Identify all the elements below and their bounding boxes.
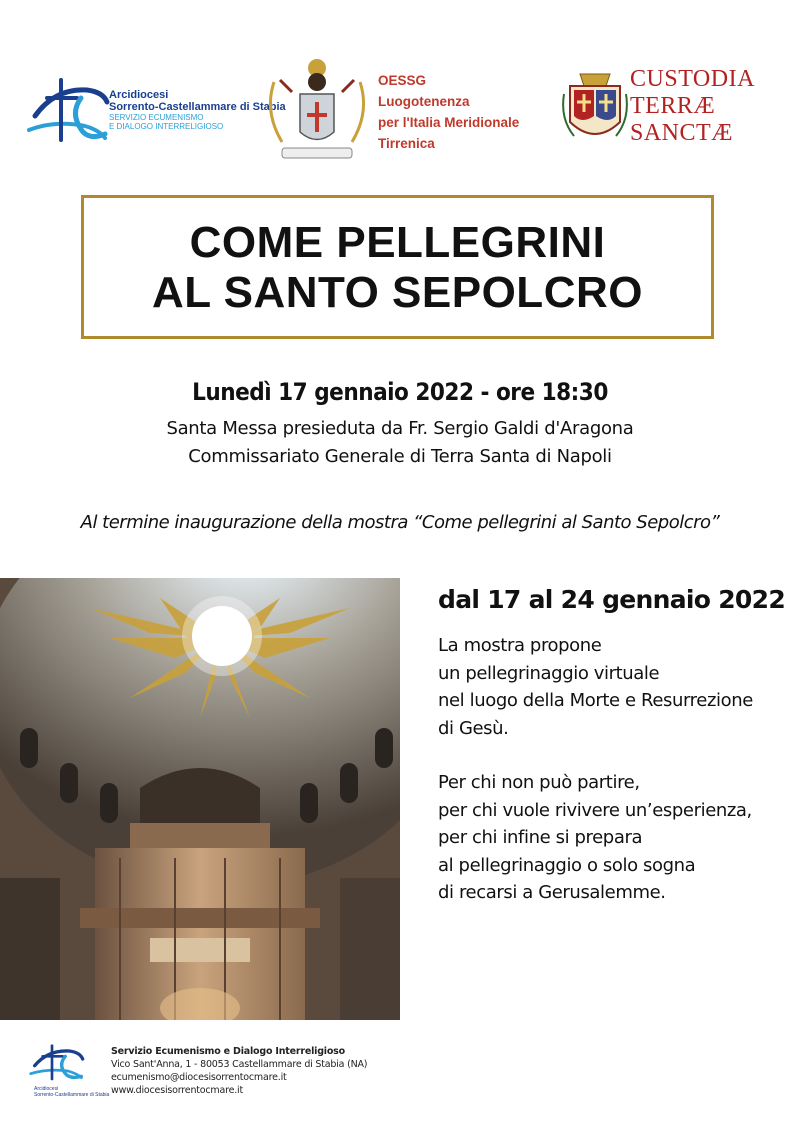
custodia-coat-of-arms-icon bbox=[560, 64, 630, 154]
custodia-text bbox=[630, 66, 755, 147]
oessg-coat-of-arms-icon bbox=[262, 52, 372, 167]
footer-logo-text bbox=[34, 1086, 109, 1098]
desc-line: di Gesù. bbox=[438, 717, 509, 739]
archdiocese-name: Arcidiocesi bbox=[109, 89, 169, 101]
title-box bbox=[81, 195, 714, 339]
archdiocese-logo-icon bbox=[28, 1042, 88, 1084]
event-date-time: Lunedì 17 gennaio 2022 - ore 18:30 bbox=[192, 378, 608, 406]
title-line-2: AL SANTO SEPOLCRO bbox=[152, 268, 643, 317]
title-line-1: COME PELLEGRINI bbox=[189, 218, 606, 267]
archdiocese-seat: Sorrento-Castellammare di Stabia bbox=[109, 101, 286, 113]
dome-photo bbox=[0, 578, 400, 1020]
exhibition-dates: dal 17 al 24 gennaio 2022 bbox=[438, 585, 786, 614]
footer-address: Vico Sant'Anna, 1 - 80053 Castellammare di Stabia (NA) bbox=[111, 1059, 368, 1070]
archdiocese-logo-icon bbox=[25, 68, 115, 158]
paragraph-gap bbox=[438, 742, 753, 769]
custodia-logo bbox=[560, 64, 630, 154]
custodia-word-1: CUSTODIA bbox=[630, 66, 755, 92]
footer-contact bbox=[111, 1045, 367, 1097]
footer-email[interactable]: ecumenismo@diocesisorrentocmare.it bbox=[111, 1072, 287, 1083]
oessg-acronym: OESSG bbox=[378, 73, 427, 88]
oessg-lieutenancy: Luogotenenza bbox=[378, 94, 470, 109]
footer-website[interactable]: www.diocesisorrentocmare.it bbox=[111, 1085, 244, 1096]
custodia-word-3: SANCTÆ bbox=[630, 120, 734, 146]
oessg-region-2: Tirrenica bbox=[378, 136, 435, 151]
desc-line: un pellegrinaggio virtuale bbox=[438, 662, 660, 684]
archdiocese-logo bbox=[25, 68, 286, 158]
archdiocese-service-line1: SERVIZIO ECUMENISMO bbox=[109, 113, 204, 122]
desc-line: di recarsi a Gerusalemme. bbox=[438, 882, 666, 903]
desc-line: per chi infine si prepara bbox=[438, 827, 643, 848]
desc-line: per chi vuole rivivere un’esperienza, bbox=[438, 799, 752, 821]
desc-line: al pellegrinaggio o solo sogna bbox=[438, 854, 696, 876]
footer-logo-line-1: Arcidiocesi bbox=[34, 1086, 59, 1092]
inauguration-note: Al termine inaugurazione della mostra “Come pellegrini al Santo Sepolcro” bbox=[80, 512, 720, 533]
oessg-logo bbox=[262, 52, 372, 167]
mass-description: Santa Messa presieduta da Fr. Sergio Galdi d'Aragona bbox=[166, 418, 634, 439]
footer-logo-line-2: Sorrento-Castellammare di Stabia bbox=[34, 1092, 110, 1098]
archdiocese-service-line2: E DIALOGO INTERRELIGIOSO bbox=[109, 122, 224, 131]
desc-line: Per chi non può partire, bbox=[438, 772, 640, 793]
commissariat-name: Commissariato Generale di Terra Santa di Napoli bbox=[188, 446, 612, 467]
oessg-region: per l'Italia Meridionale bbox=[378, 115, 520, 130]
desc-line: nel luogo della Morte e Resurrezione bbox=[438, 690, 753, 711]
custodia-word-2: TERRÆ bbox=[630, 93, 716, 119]
exhibition-description bbox=[438, 632, 753, 907]
oessg-text bbox=[378, 70, 578, 154]
footer-office: Servizio Ecumenismo e Dialogo Interreligioso bbox=[111, 1046, 345, 1057]
desc-line: La mostra propone bbox=[438, 635, 602, 656]
